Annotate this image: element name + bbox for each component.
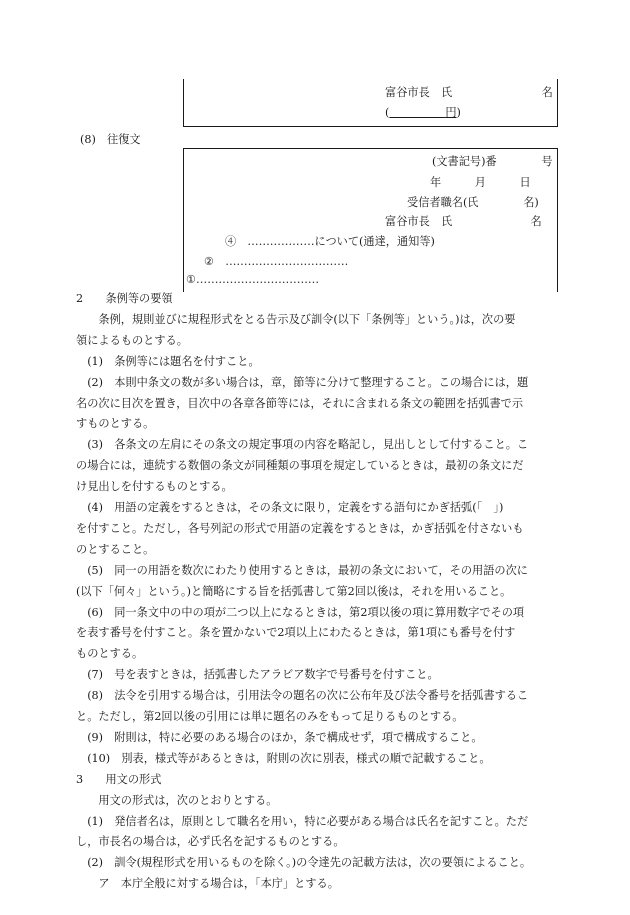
- amount-close: ): [456, 106, 461, 119]
- body-line: け見出しを付するものとする。: [76, 480, 233, 494]
- item-1: (1) 発信者名は，原則として職名を用い，特に必要がある場合は氏名を記すこと。ただ: [76, 814, 529, 828]
- mayor-signature-line: 富谷市長 氏 名: [385, 86, 553, 99]
- doc-number-line: (文書記号)番 号: [432, 155, 553, 168]
- mayor-line: 富谷市長 氏 名: [385, 215, 542, 228]
- item-5: (5) 同一の用語を数次にわたり使用するときは，最初の条文において，その用語の次に: [76, 563, 528, 577]
- amount-line: [385, 104, 461, 120]
- item-6: (6) 同一条文中の中の項が二つ以上になるときは，第2項以後の項に算用数字でその項: [76, 605, 525, 619]
- body-line: すものとする。: [76, 417, 155, 431]
- body-line: 条例，規則並びに規程形式をとる告示及び訓令(以下「条例等」という。)は，次の要: [76, 312, 516, 326]
- item-10: (10) 別表，様式等があるときは，附則の次に別表，様式の順で記載すること。: [76, 751, 491, 765]
- body-line: し，市長名の場合は，必ず氏名を記するものとする。: [76, 835, 345, 849]
- body-line: ものとする。: [76, 647, 144, 661]
- item-1-line: ①……………………………: [186, 273, 320, 286]
- item-2-line: ② ……………………………: [204, 255, 349, 268]
- item-7: (7) 号を表すときは，括弧書したアラビア数字で号番号を付すこと。: [76, 668, 439, 682]
- section-2-heading: 2 条例等の要領: [76, 292, 173, 305]
- body-line: 用文の形式は，次のとおりとする。: [76, 793, 278, 807]
- body-line: と。ただし，第2回以後の引用には単に題名のみをもって足りるものとする。: [76, 710, 464, 723]
- amount-blank: [389, 106, 445, 119]
- body-line: を付すこと。ただし，各号列記の形式で用語の定義をするときは，かぎ括弧を付さないも: [76, 521, 524, 535]
- item-8: (8) 法令を引用する場合は，引用法令の題名の次に公布年及び法令番号を括弧書するこ: [76, 689, 529, 703]
- body-line: の場合には，連続する数個の条文が同種類の事項を規定しているときは，最初の条文にだ: [76, 459, 524, 473]
- amount-unit: 円: [445, 106, 457, 119]
- body-line: のとすること。: [76, 542, 155, 556]
- item-2: (2) 本則中条文の数が多い場合は，章，節等に分けて整理すること。この場合には，題: [76, 375, 529, 389]
- recipient-line: 受信者職名(氏 名): [407, 196, 539, 209]
- section-8-heading: (8) 往復文: [80, 133, 141, 146]
- item-4: (4) 用語の定義をするときは，その条文に限り，定義をする語句にかぎ括弧(「 」): [76, 501, 504, 514]
- body-line: 領によるものとする。: [76, 333, 188, 347]
- body-line: (以下「何々」という。)と簡略にする旨を括弧書して第2回以後は，それを用いること。: [76, 584, 512, 598]
- sub-item-a: ア 本庁全般に対する場合は，「本庁」とする。: [76, 877, 339, 891]
- body-line: を表す番号を付すこと。条を置かないで2項以上にわたるときは，第1項にも番号を付す: [76, 626, 516, 640]
- body-line: 名の次に目次を置き，目次中の各章各節等には，それに含まれる条文の範囲を括弧書で示: [76, 396, 524, 410]
- section-3-heading: 3 用文の形式: [76, 772, 162, 786]
- item-3: (3) 各条文の左肩にその条文の規定事項の内容を略記し，見出しとして付すること。こ: [76, 438, 529, 452]
- item-4-line: ④ ………………について(通達，通知等): [225, 235, 435, 248]
- item-1: (1) 条例等には題名を付すこと。: [76, 354, 260, 368]
- amount-open: (: [385, 106, 390, 119]
- item-2: (2) 訓令(規程形式を用いるものを除く。)の令達先の記載方法は，次の要領によること。: [76, 856, 532, 870]
- item-9: (9) 附則は，特に必要のある場合のほか，条で構成せず，項で構成すること。: [76, 730, 483, 744]
- date-line: 年 月 日: [430, 176, 531, 189]
